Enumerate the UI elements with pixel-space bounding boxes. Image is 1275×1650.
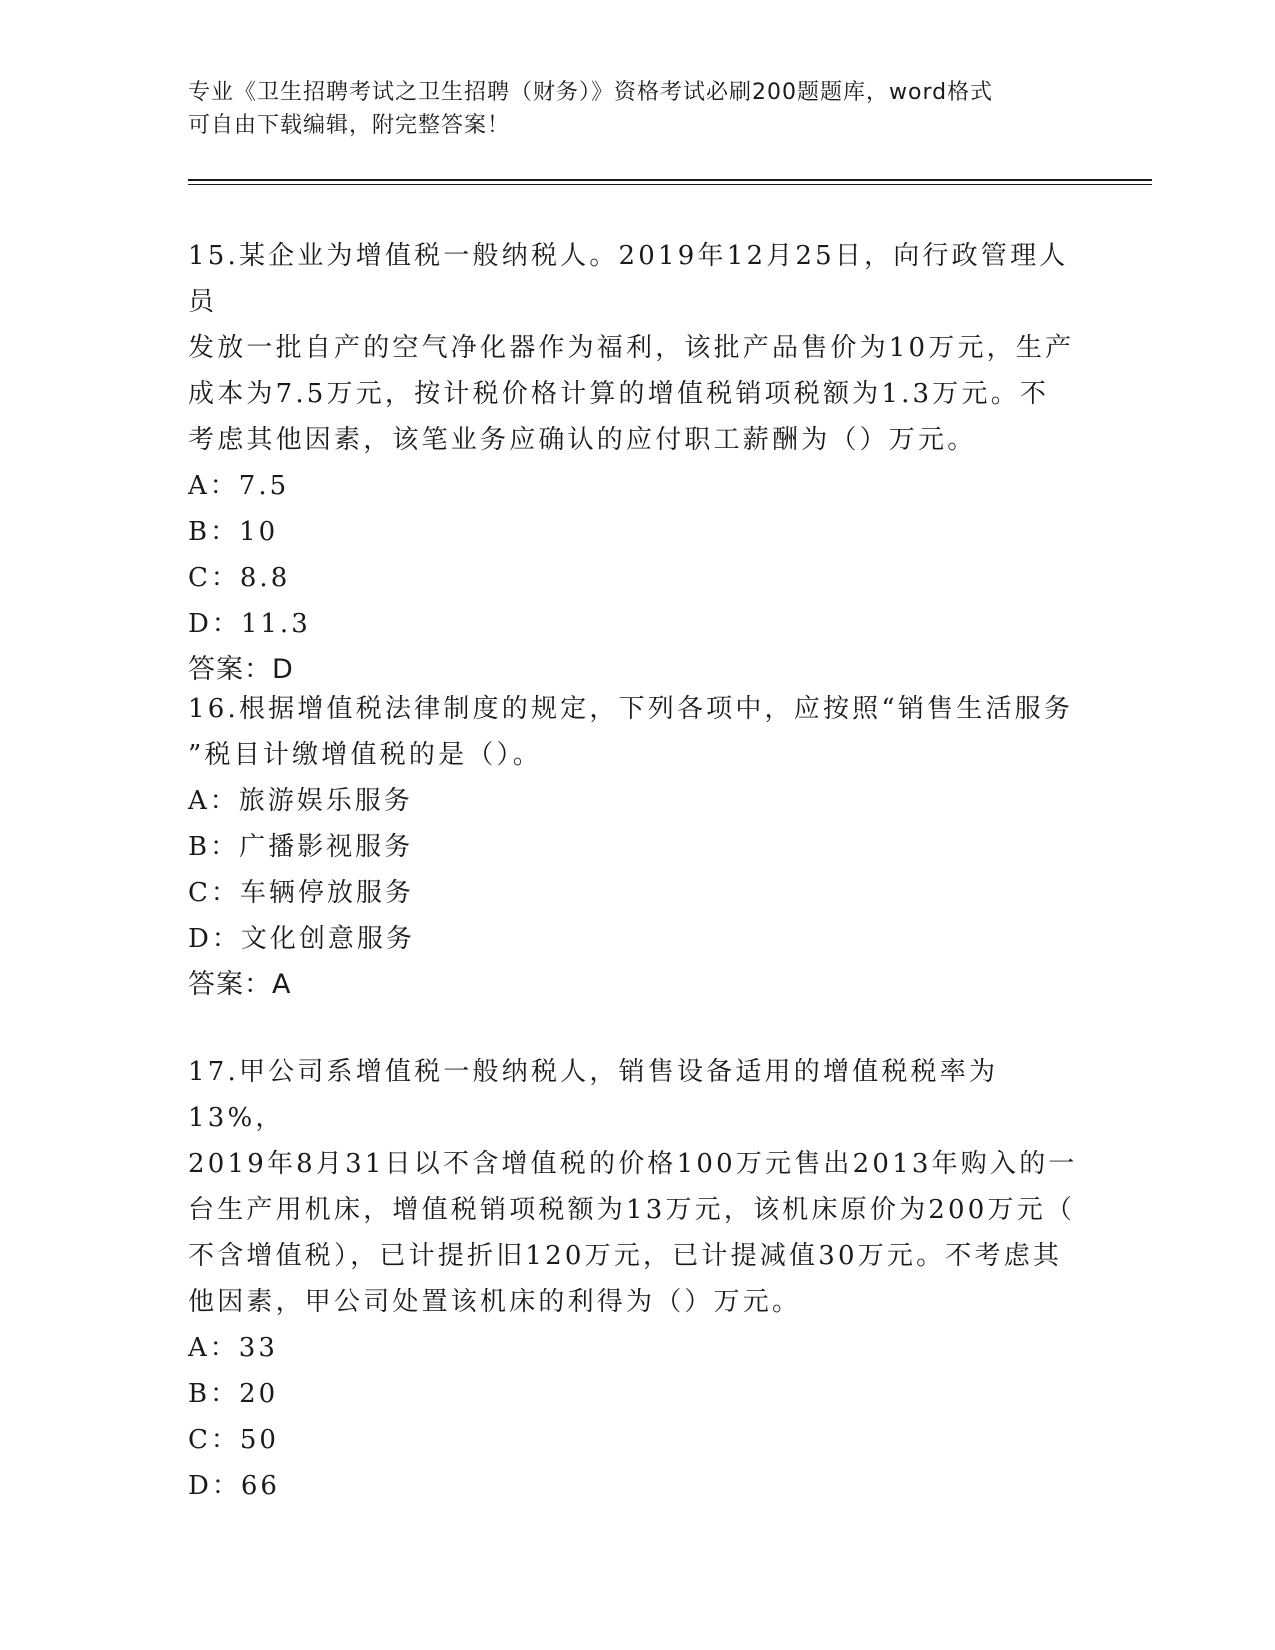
question-stem-line: 15.某企业为增值税一般纳税人。2019年12月25日，向行政管理人员: [188, 241, 1069, 317]
question-stem-line: ”税目计缴增值税的是（）。: [188, 740, 542, 770]
question-stem-line: 成本为7.5万元，按计税价格计算的增值税销项税额为1.3万元。不: [188, 379, 1050, 409]
option-d: D：文化创意服务: [188, 924, 415, 954]
question-stem-line: 不含增值税），已计提折旧120万元，已计提减值30万元。不考虑其: [188, 1241, 1063, 1271]
question-stem-line: 16.根据增值税法律制度的规定，下列各项中，应按照“销售生活服务: [188, 694, 1074, 724]
option-d: D：66: [188, 1471, 280, 1501]
header-divider-thin: [188, 184, 1152, 185]
answer-label: 答案：A: [188, 969, 292, 1000]
document-header: [188, 76, 1088, 142]
option-a: A：33: [188, 1333, 278, 1363]
question-stem-line: 台生产用机床，增值税销项税额为13万元，该机床原价为200万元（: [188, 1195, 1076, 1225]
header-divider-thick: [188, 179, 1152, 181]
header-line-1: 专业《卫生招聘考试之卫生招聘（财务）》资格考试必刷200题题库，word格式: [188, 80, 994, 105]
question-stem-line: 考虑其他因素，该笔业务应确认的应付职工薪酬为（）万元。: [188, 425, 977, 455]
question-17: [188, 1049, 1088, 1509]
option-b: B：广播影视服务: [188, 832, 414, 862]
question-16: [188, 686, 1088, 1008]
option-c: C：8.8: [188, 563, 291, 593]
question-stem-line: 他因素，甲公司处置该机床的利得为（）万元。: [188, 1287, 802, 1317]
question-stem-line: 2019年8月31日以不含增值税的价格100万元售出2013年购入的一: [188, 1149, 1078, 1179]
option-b: B：10: [188, 517, 279, 547]
option-c: C：车辆停放服务: [188, 878, 414, 908]
option-b: B：20: [188, 1379, 279, 1409]
option-c: C：50: [188, 1425, 279, 1455]
question-stem-line: 17.甲公司系增值税一般纳税人，销售设备适用的增值税税率为13%，: [188, 1057, 999, 1133]
option-a: A：旅游娱乐服务: [188, 786, 413, 816]
option-a: A：7.5: [188, 471, 290, 501]
question-15: [188, 233, 1088, 693]
answer-label: 答案：D: [188, 654, 294, 685]
header-line-2: 可自由下载编辑，附完整答案！: [188, 113, 511, 138]
option-d: D：11.3: [188, 609, 311, 639]
question-stem-line: 发放一批自产的空气净化器作为福利，该批产品售价为10万元，生产: [188, 333, 1075, 363]
